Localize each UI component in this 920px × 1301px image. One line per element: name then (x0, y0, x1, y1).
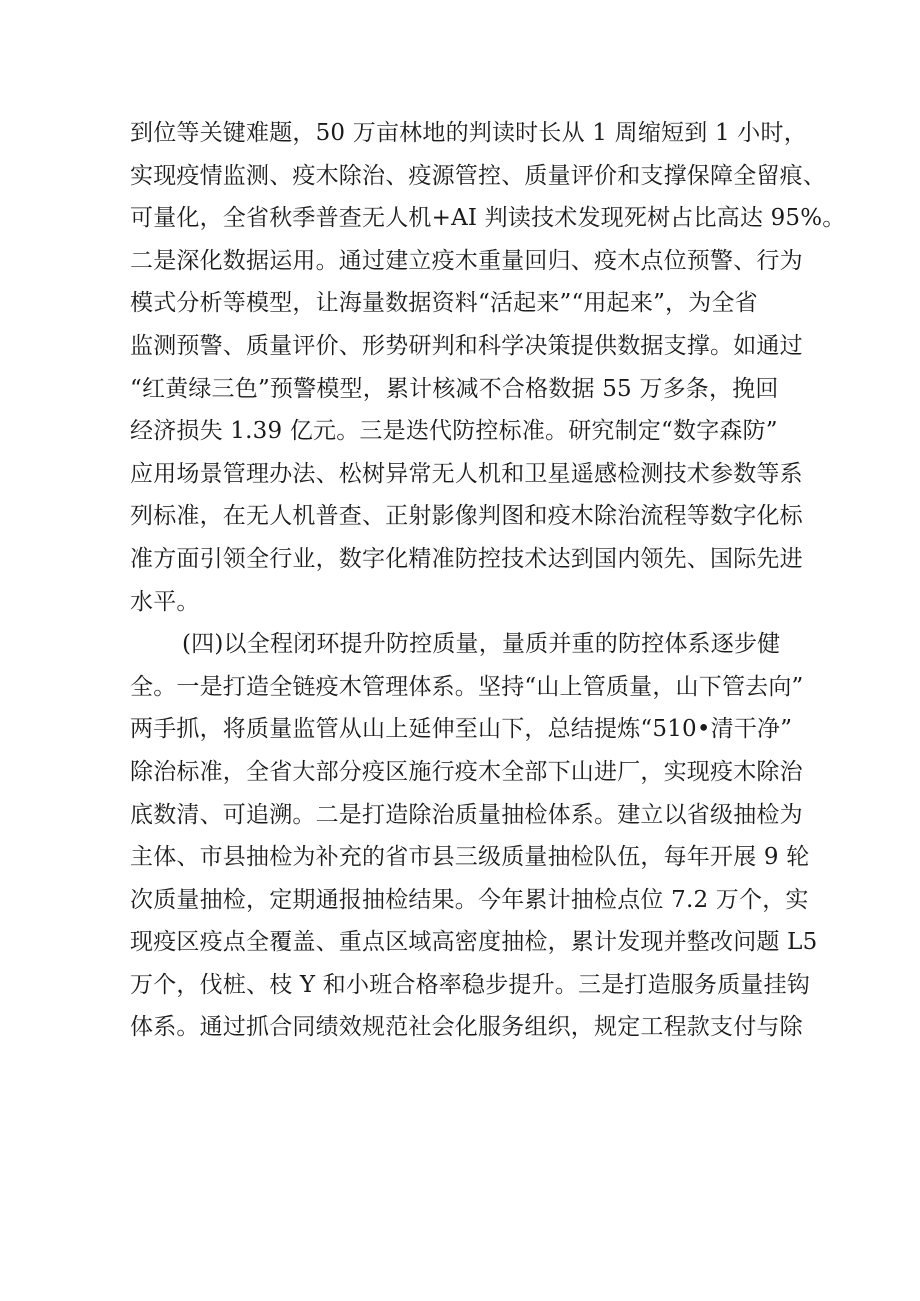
text-line: 经济损失 1.39 亿元。三是迭代防控标准。研究制定“数字森防” (130, 418, 778, 445)
text-line: 除治标准，全省大部分疫区施行疫木全部下山进厂，实现疫木除治 (130, 758, 803, 785)
text-line: 体系。通过抓合同绩效规范社会化服务组织，规定工程款支付与除 (130, 1014, 803, 1041)
text-line: 水平。 (130, 588, 200, 615)
text-line: 底数清、可追溯。二是打造除治质量抽检体系。建立以省级抽检为 (130, 801, 803, 828)
text-line: 现疫区疫点全覆盖、重点区域高密度抽检，累计发现并整改问题 L5 (130, 929, 818, 956)
text-line: 模式分析等模型，让海量数据资料“活起来”“用起来”，为全省 (130, 290, 758, 317)
text-line: “红黄绿三色”预警模型，累计核减不合格数据 55 万多条，挽回 (130, 375, 779, 402)
body-text (130, 112, 846, 1049)
section-heading-line: (四)以全程闭环提升防控质量，量质并重的防控体系逐步健 (182, 631, 781, 658)
text-line: 全。一是打造全链疫木管理体系。坚持“山上管质量，山下管去向” (130, 673, 804, 700)
text-line: 实现疫情监测、疫木除治、疫源管控、质量评价和支撑保障全留痕、 (130, 162, 826, 189)
text-line: 次质量抽检，定期通报抽检结果。今年累计抽检点位 7.2 万个，实 (130, 886, 809, 913)
text-line: 列标准，在无人机普查、正射影像判图和疫木除治流程等数字化标 (130, 503, 803, 530)
text-line: 监测预警、质量评价、形势研判和科学决策提供数据支撑。如通过 (130, 332, 803, 359)
text-line: 可量化，全省秋季普查无人机+AI 判读技术发现死树占比高达 95%。 (130, 205, 846, 232)
text-line: 应用场景管理办法、松树异常无人机和卫星遥感检测技术参数等系 (130, 460, 803, 487)
text-line: 万个，伐桩、枝 Y 和小班合格率稳步提升。三是打造服务质量挂钩 (130, 971, 811, 998)
text-line: 二是深化数据运用。通过建立疫木重量回归、疫木点位预警、行为 (130, 247, 803, 274)
text-line: 到位等关键难题，50 万亩林地的判读时长从 1 周缩短到 1 小时， (130, 120, 807, 146)
text-line: 主体、市县抽检为补充的省市县三级质量抽检队伍，每年开展 9 轮 (130, 844, 810, 871)
text-line: 准方面引领全行业，数字化精准防控技术达到国内领先、国际先进 (130, 545, 803, 572)
text-line: 两手抓，将质量监管从山上延伸至山下，总结提炼“510•清干净” (130, 716, 793, 743)
